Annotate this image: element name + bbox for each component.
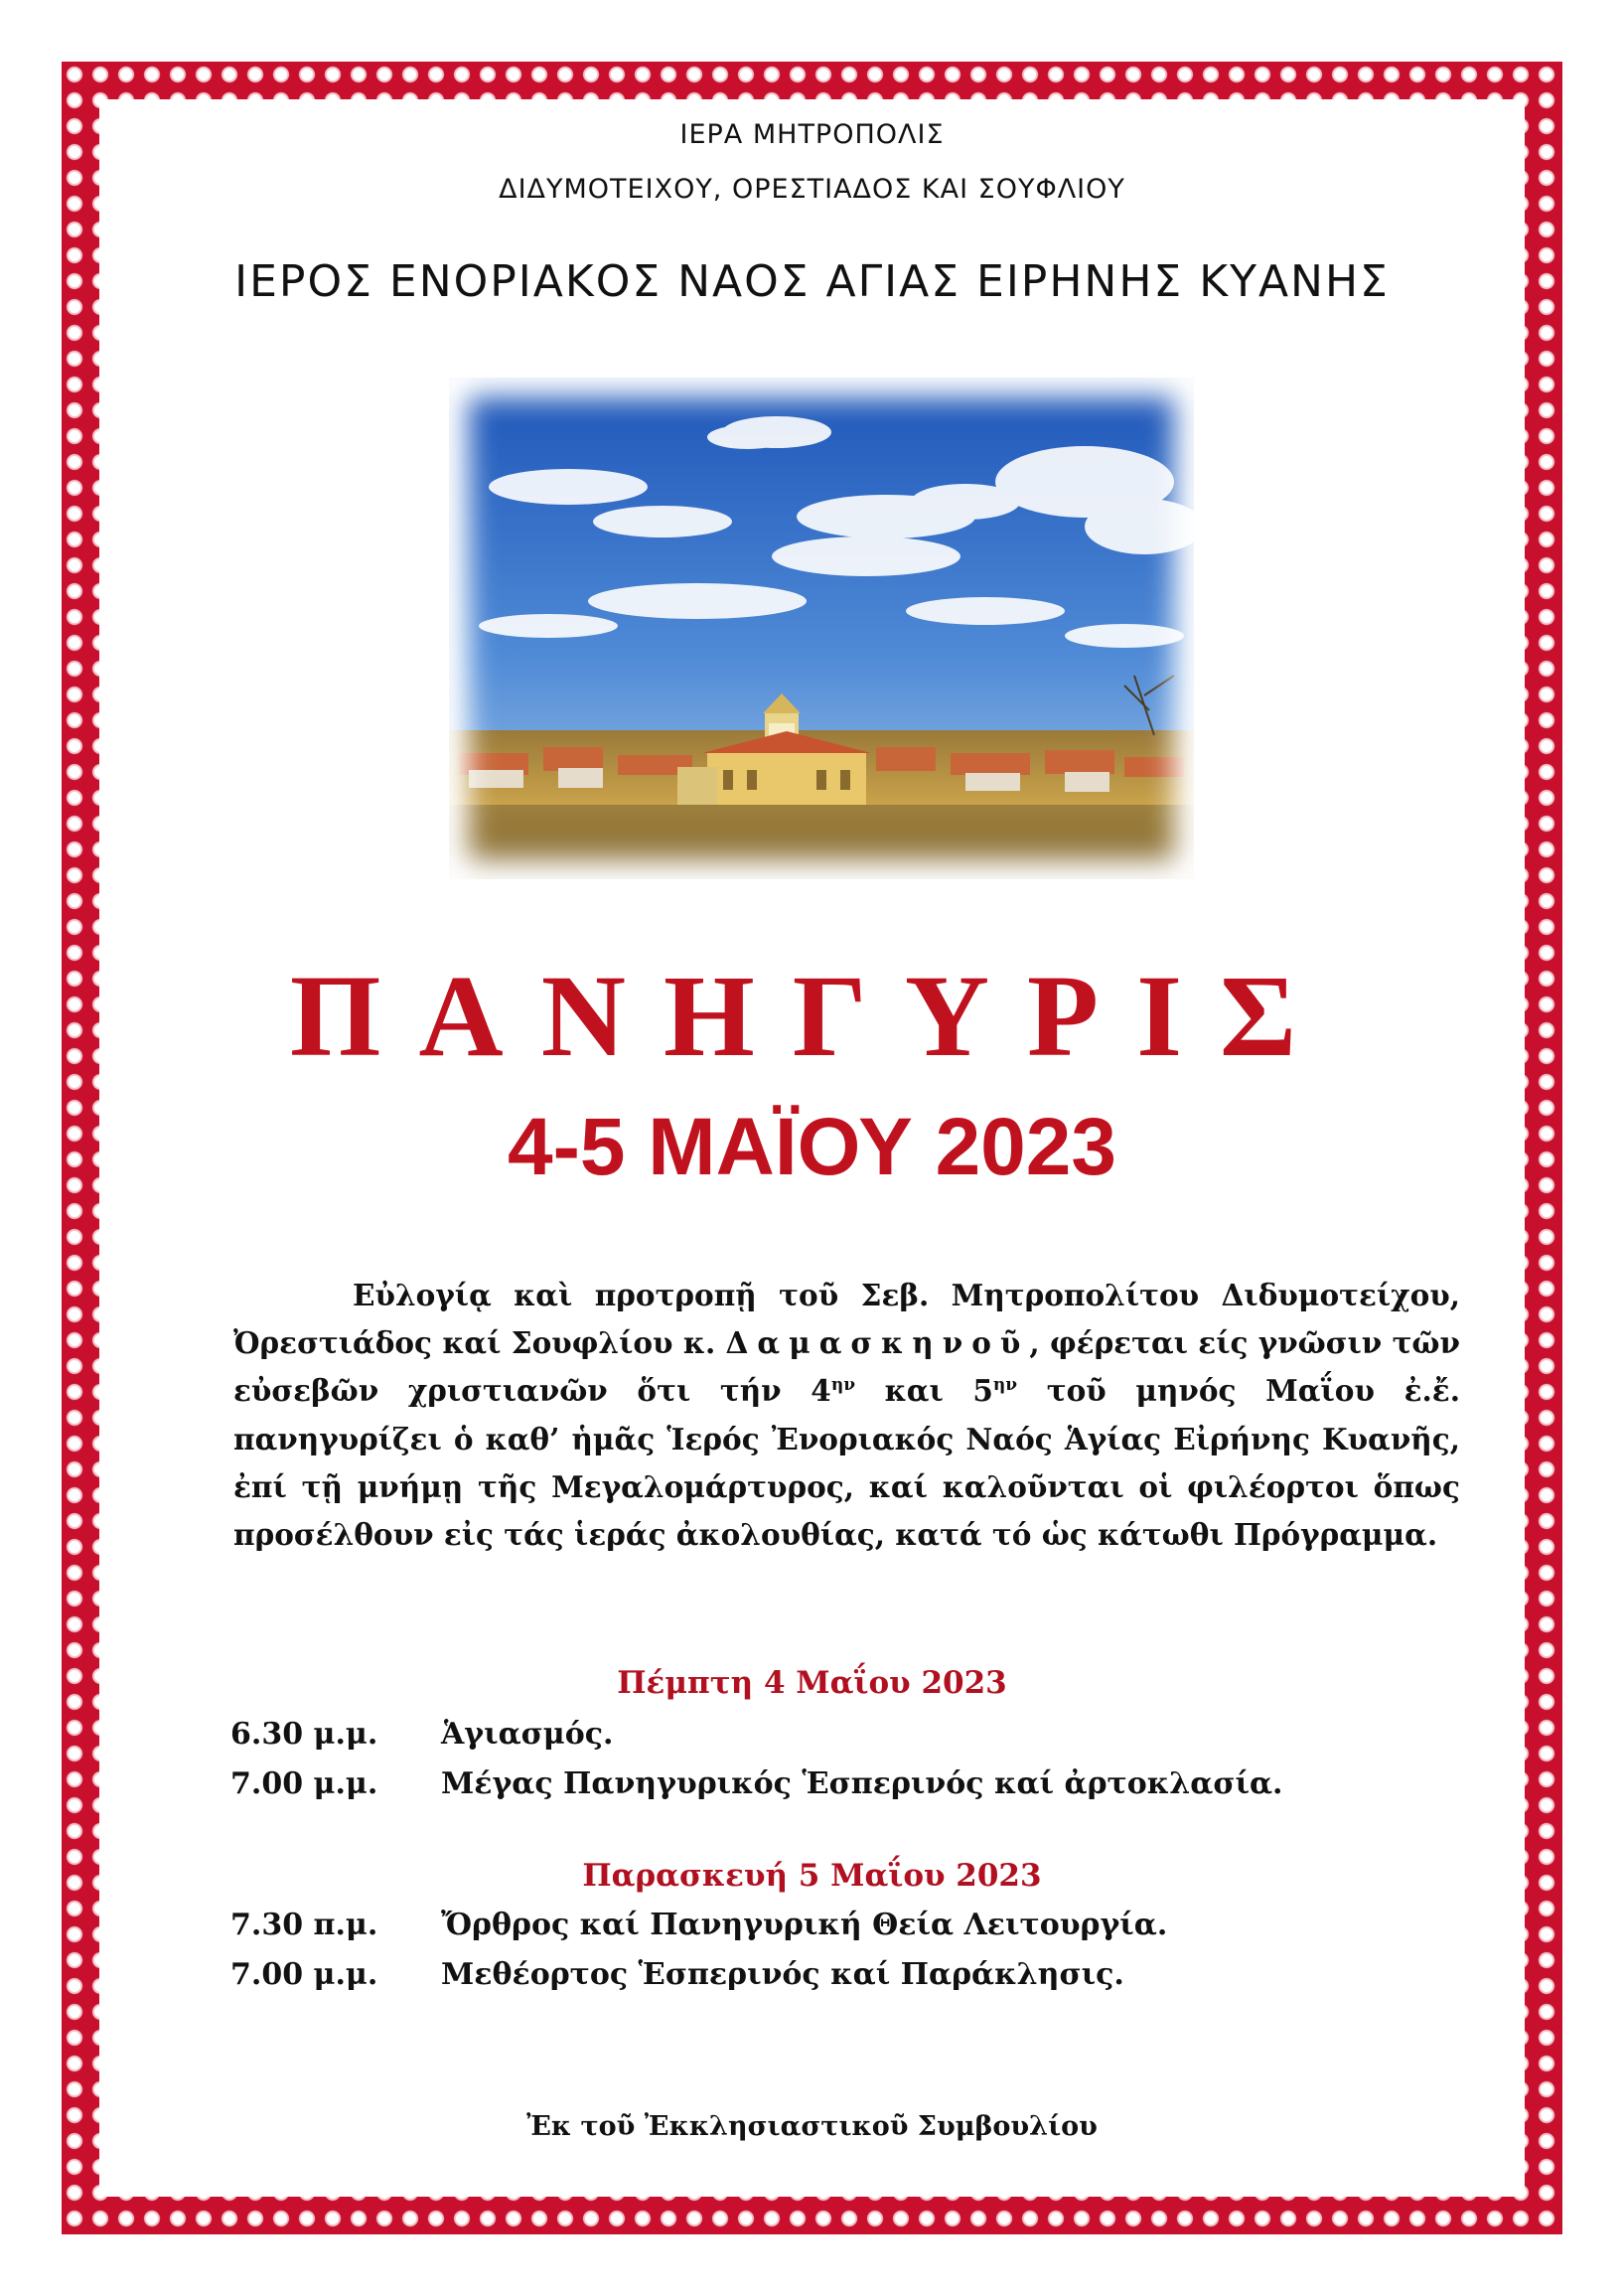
day-heading-thursday: Πέμπτη 4 Μαΐου 2023 xyxy=(617,1665,1007,1701)
schedule-time: 7.00 μ.μ. xyxy=(230,1957,378,1992)
schedule-time: 7.30 π.μ. xyxy=(230,1908,378,1942)
metropolis-name: ΔΙΔΥΜΟΤΕΙΧΟΥ, ΟΡΕΣΤΙΑΔΟΣ ΚΑΙ ΣΟΥΦΛΙΟΥ xyxy=(499,174,1125,205)
schedule-row xyxy=(230,1766,1283,1801)
event-date: 4-5 ΜΑΪΟΥ 2023 xyxy=(508,1102,1116,1192)
intro-text-2: , φέρεται είς γνῶσιν τῶν εὐσεβῶν χριστιανῶν ὅτι τήν 4 xyxy=(233,1325,1460,1409)
intro-text-1: Εὐλογίᾳ καὶ προτροπῇ τοῦ Σεβ. Μητροπολίτου Διδυμοτείχου, Ὀρεστιάδος καί Σουφλίου κ. xyxy=(233,1278,1460,1361)
schedule-time: 6.30 μ.μ. xyxy=(230,1717,378,1752)
schedule-time: 7.00 μ.μ. xyxy=(230,1766,378,1801)
schedule-event: Ἁγιασμός. xyxy=(441,1717,614,1752)
schedule-event: Μεθέορτος Ἑσπερινός καί Παράκλησις. xyxy=(441,1957,1124,1992)
ordinal-sup-1: ην xyxy=(830,1375,855,1396)
intro-text-3: και 5 xyxy=(854,1373,993,1409)
village-church-photo xyxy=(449,378,1194,879)
day-heading-friday: Παρασκευή 5 Μαΐου 2023 xyxy=(582,1858,1042,1894)
schedule-event: Ὄρθρος καί Πανηγυρική Θεία Λειτουργία. xyxy=(441,1908,1168,1942)
bishop-name: Δαμασκηνοῦ xyxy=(725,1325,1030,1361)
panegyric-title: ΠΑΝΗΓΥΡΙΣ xyxy=(289,951,1335,1081)
village-photo-illustration xyxy=(449,378,1194,879)
signature-line: Ἐκ τοῦ Ἐκκλησιαστικοῦ Συμβουλίου xyxy=(526,2111,1098,2142)
announcement-paragraph xyxy=(233,1272,1460,1559)
schedule-row xyxy=(230,1957,1124,1992)
church-name: ΙΕΡΟΣ ΕΝΟΡΙΑΚΟΣ ΝΑΟΣ ΑΓΙΑΣ ΕΙΡΗΝΗΣ ΚΥΑΝΗΣ xyxy=(234,256,1390,307)
schedule-row xyxy=(230,1717,613,1752)
schedule-row xyxy=(230,1908,1167,1942)
ordinal-sup-2: ην xyxy=(992,1375,1018,1396)
intro-text-4: τοῦ μηνός Μαΐου ἐ.ἔ. πανηγυρίζει ὁ καθ’ ἡμᾶς Ἱερός Ἐνοριακός Ναός Ἁγίας Εἰρήνης Κυανῆς, ἐπί τῇ μνήμῃ τῆς Μεγαλομάρτυρος, καί καλοῦνται οἱ φιλέορτοι ὅπως προσέλθουν εἰς τάς ἱεράς ἀκολουθίας, κατά τό ὡς κάτωθι Πρόγραμμα. xyxy=(233,1373,1460,1553)
schedule-event: Μέγας Πανηγυρικός Ἑσπερινός καί ἀρτοκλασία. xyxy=(441,1766,1283,1801)
metropolis-label: ΙΕΡΑ ΜΗΤΡΟΠΟΛΙΣ xyxy=(679,119,945,150)
